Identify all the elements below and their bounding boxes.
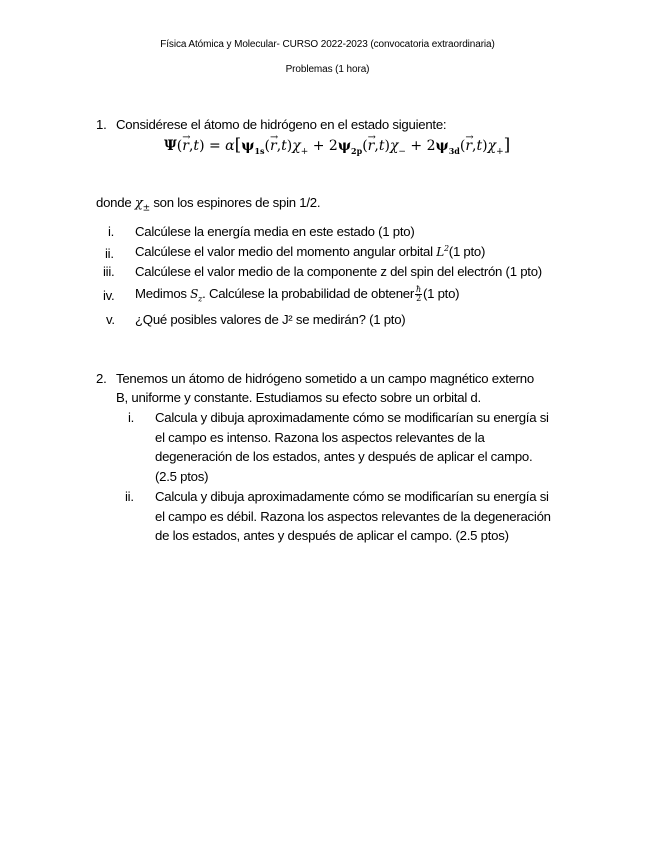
spinor-note: donde $\chi_\pm$ son los espinores de spin 1/2.: [96, 195, 321, 214]
problem-1-intro: Considérese el átomo de hidrógeno en el estado siguiente:: [116, 117, 447, 132]
p1-item-i-label: i.: [108, 224, 115, 239]
p1-item-i-text: Calcúlese la energía media en este estado (1 pto): [135, 224, 415, 239]
p1-item-iv-label: iv.: [103, 288, 115, 303]
p1-item-ii-text: Calcúlese el valor medio del momento angular orbital $L^2(1$ pto): [135, 244, 486, 259]
p1-item-iii-text: Calcúlese el valor medio de la componente z del spin del electrón (1 pto): [135, 264, 542, 279]
p1-item-iii-label: iii.: [103, 264, 115, 279]
problem-2-intro-line1: Tenemos un átomo de hidrógeno sometido a un campo magnético externo: [116, 371, 534, 386]
term-2p: $\psi_{2p}(r \to,t)\chi_-$: [338, 138, 406, 154]
p1-item-iv-text: Medimos $S_z$. Calcúlese la probabilidad de obtener $\frac{ħ}{2}$ (1 pto): [135, 285, 460, 304]
problem-2-number: 2.: [96, 371, 107, 386]
problem-1-number: 1.: [96, 117, 107, 132]
p2-item-ii-line2: el campo es débil. Razona los aspectos relevantes de la degeneración: [155, 509, 551, 524]
p2-item-i-line4: (2.5 ptos): [155, 469, 209, 484]
p1-item-v-label: v.: [106, 312, 115, 327]
term-1s: $\psi_{1s}(r \to,t)\chi_+$: [241, 138, 308, 154]
p2-item-ii-line1: Calcula y dibuja aproximadamente cómo se modificarían su energía si: [155, 489, 549, 504]
hbar-over-2-fraction: $\frac{ħ}{2}$: [416, 285, 421, 304]
p2-item-i-label: i.: [128, 410, 135, 425]
course-title: Física Atómica y Molecular- CURSO 2022-2023 (convocatoria extraordinaria): [160, 39, 495, 50]
p2-item-ii-label: ii.: [125, 489, 134, 504]
wavefunction-equation: $\Psi(r \to,t) = \alpha[\psi_{1s}(r \to,t)\chi_+ + 2\psi_{2p}(r \to,t)\chi_- + 2\psi_{3d}(r \to,t)\chi_+]$: [164, 135, 510, 157]
p2-item-i-line3: degeneración de los estados, antes y después de aplicar el campo.: [155, 449, 533, 464]
p2-item-i-line1: Calcula y dibuja aproximadamente cómo se modificarían su energía si: [155, 410, 549, 425]
term-3d: $\psi_{3d}(r \to,t)\chi_+$: [436, 138, 504, 154]
equation-lhs: Ψ(r →,t) = α: [164, 138, 235, 154]
exam-subtitle: Problemas (1 hora): [285, 64, 370, 75]
p2-item-ii-line3: de los estados, antes y después de aplicar el campo. (2.5 ptos): [155, 528, 509, 543]
p2-item-i-line2: el campo es intenso. Razona los aspectos relevantes de la: [155, 430, 485, 445]
problem-2-intro-line2: B, uniforme y constante. Estudiamos su efecto sobre un orbital d.: [116, 390, 481, 405]
p1-item-v-text: ¿Qué posibles valores de J² se medirán? (1 pto): [135, 312, 406, 327]
p1-item-ii-label: ii.: [105, 246, 114, 261]
